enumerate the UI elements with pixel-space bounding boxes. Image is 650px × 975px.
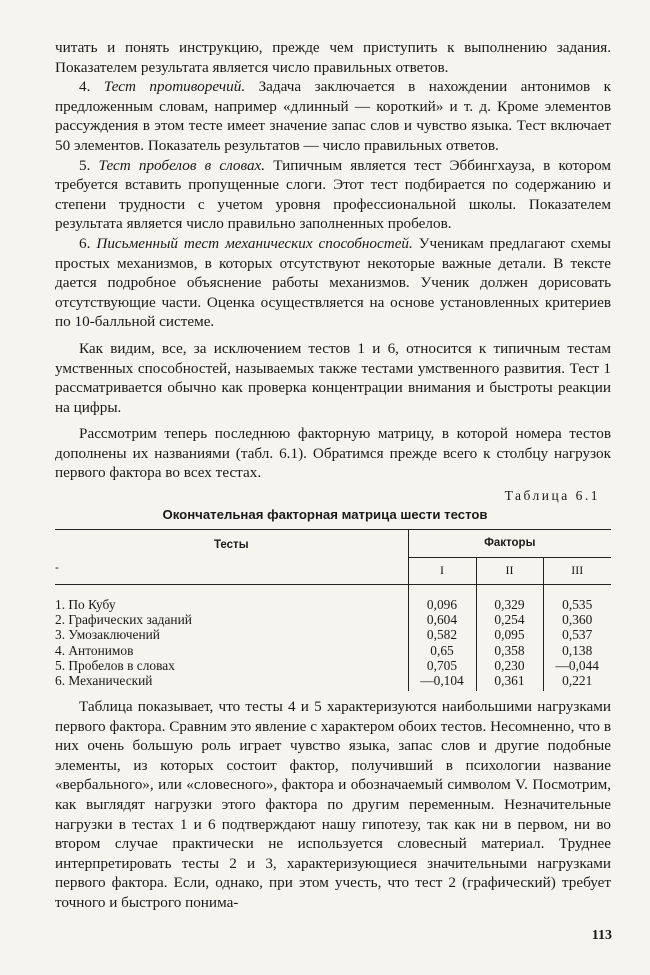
top-text-block (55, 38, 611, 483)
loading-factor-3: 0,537 (543, 627, 611, 642)
page-number: 113 (591, 928, 612, 943)
test-name: 5. Пробелов в словах (55, 657, 175, 673)
table-row (55, 627, 611, 642)
loading-factor-1: 0,604 (408, 612, 476, 627)
test-name: 1. По Кубу (55, 597, 116, 612)
loading-factor-1: 0,096 (408, 597, 476, 612)
paragraph-test-6: 6. Письменный тест механических способностей. Ученикам предлагают схемы простых механизмов, в которых отсутствуют некоторые важные детали. В тексте дается подробное объяснение работы механизмов. Ученик должен дорисовать отсутствующие части. Оценка осуществляется на основе установленных критериев по 10-балльной системе. (55, 234, 611, 331)
table-row (55, 643, 611, 658)
table-row (55, 597, 611, 612)
test-title: Тест противоречий. (103, 78, 246, 96)
table-row (55, 658, 611, 673)
paragraph-test-4: 4. Тест противоречий. Задача заключается в нахождении антонимов к предложенным словам, например «длинный — короткий» и т. д. Кроме элементов рассуждения в этом тесте имеет значение запас слов и чувство языка. Тест включает 50 элементов. Показатель результатов — число правильных ответов. (55, 78, 612, 154)
paragraph-test-5: 5. Тест пробелов в словах. Типичным является тест Эббингхауза, в котором требуется вставить пропущенные слоги. Этот тест подбирается по содержанию и степени трудности с учетом уровня профессиональной школы. Показателем результата является число правильно заполненных пробелов. (55, 156, 612, 233)
header-factors: Факторы (408, 530, 611, 558)
loading-factor-3: 0,360 (543, 612, 611, 627)
header-factor-1: I (408, 557, 476, 585)
factor-matrix-table (55, 529, 611, 691)
loading-factor-2: 0,361 (476, 673, 543, 691)
loading-factor-2: 0,358 (476, 643, 543, 658)
table-title: Окончательная факторная матрица шести тестов (162, 507, 488, 522)
paragraph: Таблица показывает, что тесты 4 и 5 характеризуются наибольшими нагрузками первого фактора. Сравним это явление с характером обоих тестов. Несомненно, что в них очень большую роль играет чувство языка, запас слов и другие подобные элементы, из которых состоит фактор, получивший в психологии название «вербального», или «словесного», фактора и обозначаемый символом V. Посмотрим, как выглядят нагрузки этого фактора по другим переменным. Незначительные нагрузки в тестах 1 и 6 подтверждают нашу гипотезу, так как ни в первом, ни во втором случае практически не используется словесный материал. Труднее интерпретировать тесты 2 и 3, характеризующиеся значительными нагрузками первого фактора. Если, однако, при этом учесть, что тест 2 (графический) требует точного и быстрого понима- (55, 698, 611, 911)
test-name: 4. Антонимов (55, 642, 134, 658)
header-factor-2: II (476, 557, 543, 585)
loading-factor-3: 0,221 (543, 673, 611, 691)
header-dash: - (55, 562, 59, 574)
header-tests: Тесты - (55, 530, 408, 585)
header-factor-3: III (543, 557, 611, 585)
loading-factor-3: 0,535 (543, 597, 611, 612)
paragraph: Как видим, все, за исключением тестов 1 и 6, относится к типичным тестам умственных способностей, называемых также тестами умственного развития. Тест 1 рассматривается обычно как проверка концентрации внимания и быстроты реакции на цифры. (55, 339, 611, 416)
test-title: Тест пробелов в словах. (98, 156, 266, 174)
paragraph: читать и понять инструкцию, прежде чем приступить к выполнению задания. Показателем результата является число правильных ответов. (55, 39, 611, 76)
table-row (55, 612, 611, 627)
loading-factor-1: 0,65 (408, 643, 476, 658)
loading-factor-2: 0,230 (476, 658, 543, 673)
loading-factor-1: —0,104 (408, 673, 476, 691)
test-name: 3. Умозаключений (55, 627, 160, 643)
loading-factor-1: 0,705 (408, 658, 476, 673)
loading-factor-3: —0,044 (543, 658, 611, 673)
bottom-text-block (55, 697, 611, 913)
loading-factor-2: 0,095 (476, 627, 543, 642)
test-name: 6. Механический (55, 673, 153, 689)
test-title: Письменный тест механических способностей. (96, 234, 413, 252)
loading-factor-2: 0,254 (476, 612, 543, 627)
table-row (55, 673, 611, 691)
test-name: 2. Графических заданий (55, 612, 192, 628)
loading-factor-1: 0,582 (408, 627, 476, 642)
loading-factor-3: 0,138 (543, 643, 611, 658)
loading-factor-2: 0,329 (476, 597, 543, 612)
table-number: Таблица 6.1 (504, 488, 600, 503)
paragraph: Рассмотрим теперь последнюю факторную матрицу, в которой номера тестов дополнены их названиями (табл. 6.1). Обратимся прежде всего к столбцу нагрузок первого фактора во всех тестах. (55, 425, 611, 482)
